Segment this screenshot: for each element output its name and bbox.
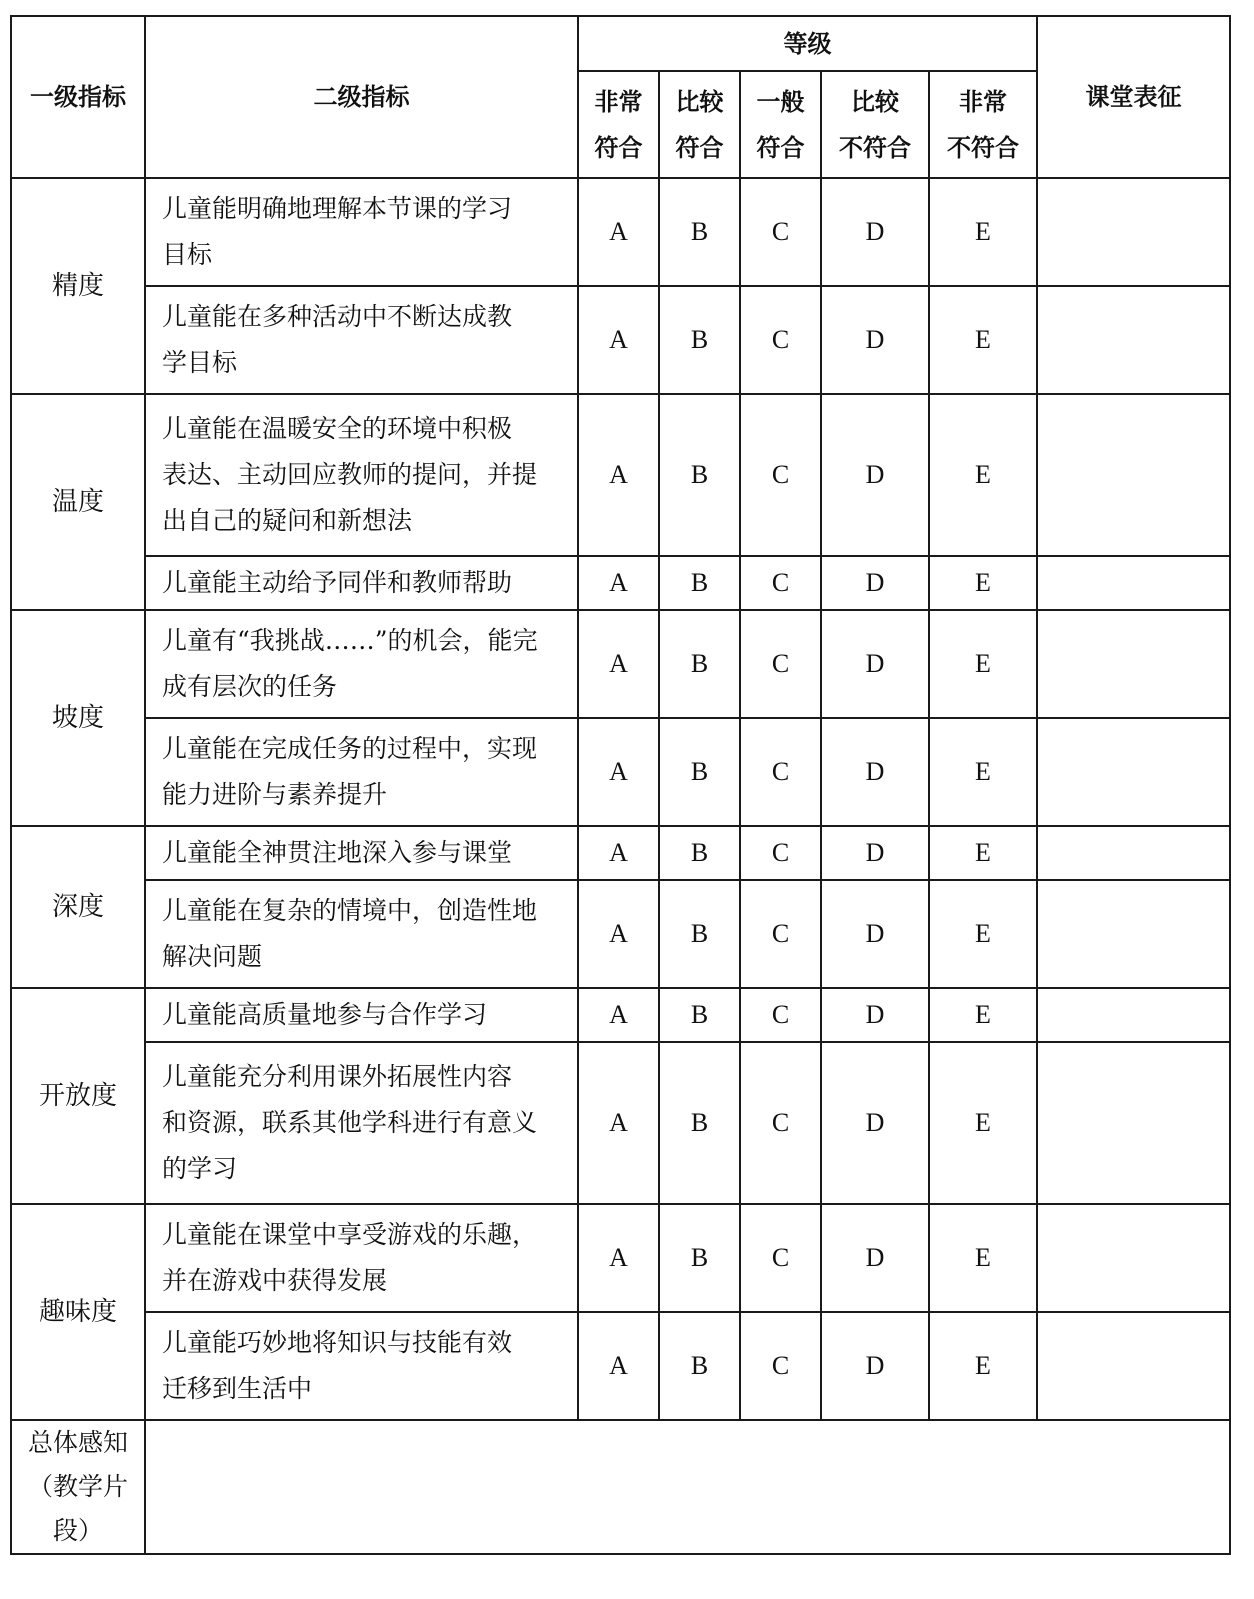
indicator-line: 儿童能巧妙地将知识与技能有效 (162, 1328, 513, 1357)
grade-option-d[interactable]: D (821, 1312, 929, 1420)
level2-indicator (145, 610, 578, 718)
indicator-line: 儿童能在完成任务的过程中，实现 (162, 734, 538, 763)
grade-option-a[interactable]: A (578, 178, 659, 286)
performance-cell[interactable] (1037, 826, 1230, 880)
header-performance: 课堂表征 (1037, 16, 1230, 178)
grade-option-b[interactable]: B (659, 826, 740, 880)
indicator-line: 的学习 (162, 1154, 238, 1183)
header-grade-line: 非常 (594, 87, 643, 116)
grade-option-b[interactable]: B (659, 394, 740, 556)
grade-option-c[interactable]: C (740, 1042, 821, 1204)
grade-option-d[interactable]: D (821, 880, 929, 988)
grade-option-d[interactable]: D (821, 718, 929, 826)
indicator-line: 儿童能在温暖安全的环境中积极 (162, 414, 513, 443)
grade-option-e[interactable]: E (929, 718, 1037, 826)
indicator-line: 表达、主动回应教师的提问，并提 (162, 460, 538, 489)
grade-option-c[interactable]: C (740, 178, 821, 286)
grade-option-a[interactable]: A (578, 610, 659, 718)
performance-cell[interactable] (1037, 1204, 1230, 1312)
level2-indicator (145, 394, 578, 556)
indicator-line: 和资源，联系其他学科进行有意义 (162, 1108, 538, 1137)
level2-indicator (145, 1042, 578, 1204)
grade-option-e[interactable]: E (929, 880, 1037, 988)
grade-option-b[interactable]: B (659, 1204, 740, 1312)
grade-option-e[interactable]: E (929, 178, 1037, 286)
grade-option-b[interactable]: B (659, 178, 740, 286)
table-row (11, 556, 1230, 610)
grade-option-c[interactable]: C (740, 826, 821, 880)
table-row (11, 880, 1230, 988)
performance-cell[interactable] (1037, 556, 1230, 610)
grade-option-a[interactable]: A (578, 394, 659, 556)
header-grade-line: 符合 (675, 133, 724, 162)
grade-option-a[interactable]: A (578, 286, 659, 394)
indicator-line: 儿童能在课堂中享受游戏的乐趣， (162, 1220, 538, 1249)
header-grade-line: 非常 (959, 87, 1007, 116)
overall-label (11, 1420, 145, 1554)
grade-option-d[interactable]: D (821, 556, 929, 610)
grade-option-e[interactable]: E (929, 1312, 1037, 1420)
table-row (11, 1312, 1230, 1420)
header-grade-line: 符合 (594, 133, 643, 162)
indicator-line: 解决问题 (162, 942, 263, 971)
performance-cell[interactable] (1037, 880, 1230, 988)
header-grade-0 (578, 71, 659, 178)
grade-option-d[interactable]: D (821, 286, 929, 394)
indicator-line: 儿童能明确地理解本节课的学习 (162, 194, 513, 223)
grade-option-a[interactable]: A (578, 988, 659, 1042)
grade-option-d[interactable]: D (821, 988, 929, 1042)
header-level1: 一级指标 (11, 16, 145, 178)
header-grade-line: 不符合 (839, 133, 911, 162)
level1-indicator: 开放度 (11, 988, 145, 1204)
grade-option-c[interactable]: C (740, 286, 821, 394)
level1-indicator: 精度 (11, 178, 145, 394)
grade-option-a[interactable]: A (578, 1204, 659, 1312)
indicator-line: 儿童能主动给予同伴和教师帮助 (162, 568, 513, 597)
level2-indicator (145, 556, 578, 610)
indicator-line: 儿童能充分利用课外拓展性内容 (162, 1062, 513, 1091)
level2-indicator (145, 178, 578, 286)
indicator-line: 迁移到生活中 (162, 1374, 313, 1403)
grade-option-d[interactable]: D (821, 1204, 929, 1312)
grade-option-c[interactable]: C (740, 880, 821, 988)
header-grade-line: 一般 (756, 87, 805, 116)
table-row (11, 1204, 1230, 1312)
grade-option-d[interactable]: D (821, 826, 929, 880)
indicator-line: 并在游戏中获得发展 (162, 1266, 388, 1295)
grade-option-e[interactable]: E (929, 1204, 1037, 1312)
grade-option-e[interactable]: E (929, 556, 1037, 610)
grade-option-a[interactable]: A (578, 1312, 659, 1420)
table-row (11, 826, 1230, 880)
level1-indicator: 温度 (11, 394, 145, 610)
level2-indicator (145, 286, 578, 394)
grade-option-b[interactable]: B (659, 718, 740, 826)
grade-option-c[interactable]: C (740, 1312, 821, 1420)
level2-indicator (145, 1312, 578, 1420)
level1-indicator: 坡度 (11, 610, 145, 826)
grade-option-e[interactable]: E (929, 988, 1037, 1042)
header-grade-line: 比较 (851, 87, 899, 116)
indicator-line: 目标 (162, 240, 213, 269)
indicator-line: 能力进阶与素养提升 (162, 780, 388, 809)
grade-option-a[interactable]: A (578, 826, 659, 880)
grade-option-c[interactable]: C (740, 610, 821, 718)
header-grade-line: 符合 (756, 133, 805, 162)
level1-indicator: 深度 (11, 826, 145, 988)
performance-cell[interactable] (1037, 394, 1230, 556)
grade-option-b[interactable]: B (659, 988, 740, 1042)
performance-cell[interactable] (1037, 1312, 1230, 1420)
overall-label-line: 总体感知 (27, 1428, 128, 1457)
overall-row (11, 1420, 1230, 1554)
performance-cell[interactable] (1037, 286, 1230, 394)
table-row (11, 1042, 1230, 1204)
header-grade-1 (659, 71, 740, 178)
header-grade-2 (740, 71, 821, 178)
header-grade-line: 比较 (675, 87, 724, 116)
table-row (11, 286, 1230, 394)
level2-indicator (145, 826, 578, 880)
grade-option-d[interactable]: D (821, 178, 929, 286)
indicator-line: 儿童能在复杂的情境中，创造性地 (162, 896, 538, 925)
level2-indicator (145, 880, 578, 988)
grade-option-c[interactable]: C (740, 988, 821, 1042)
grade-option-b[interactable]: B (659, 286, 740, 394)
indicator-line: 儿童能在多种活动中不断达成教 (162, 302, 513, 331)
indicator-line: 儿童能高质量地参与合作学习 (162, 1000, 488, 1029)
grade-option-a[interactable]: A (578, 556, 659, 610)
grade-option-e[interactable]: E (929, 826, 1037, 880)
indicator-line: 儿童有“我挑战……”的机会，能完 (162, 626, 538, 655)
grade-option-b[interactable]: B (659, 556, 740, 610)
grade-option-a[interactable]: A (578, 880, 659, 988)
grade-option-e[interactable]: E (929, 1042, 1037, 1204)
table-row (11, 178, 1230, 286)
grade-option-e[interactable]: E (929, 610, 1037, 718)
grade-option-b[interactable]: B (659, 880, 740, 988)
indicator-line: 儿童能全神贯注地深入参与课堂 (162, 838, 513, 867)
grade-option-e[interactable]: E (929, 394, 1037, 556)
grade-option-a[interactable]: A (578, 1042, 659, 1204)
table-row (11, 394, 1230, 556)
performance-cell[interactable] (1037, 988, 1230, 1042)
indicator-line: 出自己的疑问和新想法 (162, 506, 413, 535)
level1-indicator: 趣味度 (11, 1204, 145, 1420)
performance-cell[interactable] (1037, 610, 1230, 718)
level2-indicator (145, 1204, 578, 1312)
overall-content-cell[interactable] (145, 1420, 1230, 1554)
grade-option-c[interactable]: C (740, 718, 821, 826)
grade-option-d[interactable]: D (821, 1042, 929, 1204)
grade-option-c[interactable]: C (740, 394, 821, 556)
grade-option-c[interactable]: C (740, 556, 821, 610)
grade-option-b[interactable]: B (659, 1042, 740, 1204)
grade-option-c[interactable]: C (740, 1204, 821, 1312)
table-row (11, 718, 1230, 826)
indicator-line: 成有层次的任务 (162, 672, 338, 701)
indicator-line: 学目标 (162, 348, 238, 377)
header-grade-group: 等级 (578, 16, 1037, 71)
performance-cell[interactable] (1037, 1042, 1230, 1204)
evaluation-table (10, 15, 1231, 1555)
grade-option-b[interactable]: B (659, 1312, 740, 1420)
performance-cell[interactable] (1037, 718, 1230, 826)
table-row (11, 988, 1230, 1042)
table-row (11, 610, 1230, 718)
grade-option-e[interactable]: E (929, 286, 1037, 394)
overall-label-line: （教学片段） (27, 1472, 128, 1545)
grade-option-d[interactable]: D (821, 394, 929, 556)
level2-indicator (145, 718, 578, 826)
grade-option-a[interactable]: A (578, 718, 659, 826)
grade-option-d[interactable]: D (821, 610, 929, 718)
header-grade-3 (821, 71, 929, 178)
grade-option-b[interactable]: B (659, 610, 740, 718)
header-level2: 二级指标 (145, 16, 578, 178)
header-grade-line: 不符合 (947, 133, 1019, 162)
level2-indicator (145, 988, 578, 1042)
performance-cell[interactable] (1037, 178, 1230, 286)
header-grade-4 (929, 71, 1037, 178)
